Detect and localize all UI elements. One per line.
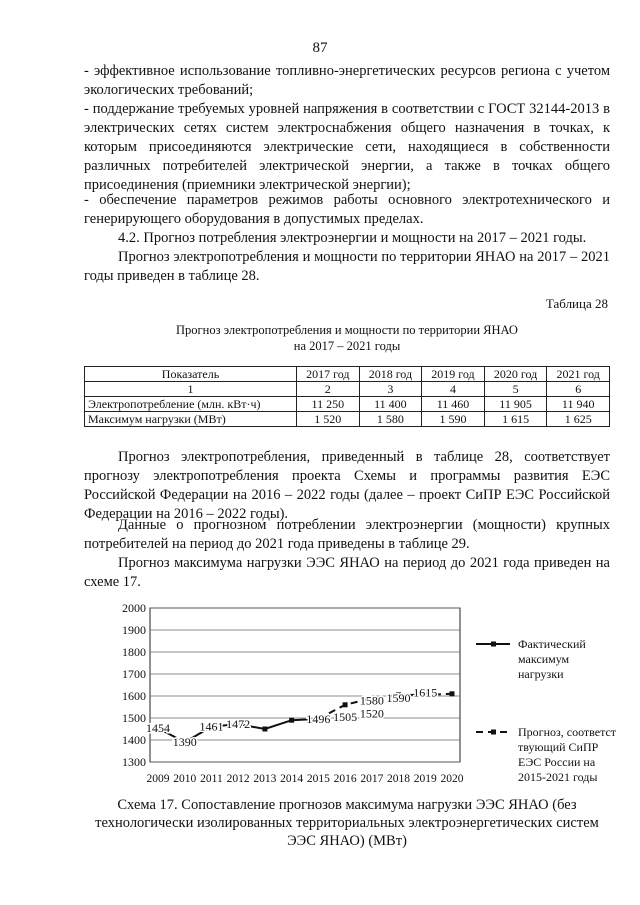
bullet-paragraph: - обеспечение параметров режимов работы основного электротехнического и генерирующего оборудования в допустимых пределах. [84, 192, 610, 227]
y-tick-label: 1600 [122, 689, 146, 703]
intro-paragraph: Прогноз электропотребления и мощности по территории ЯНАО на 2017 – 2021 годы приведен в таблице 28. [84, 249, 610, 284]
table-cell: 1 615 [484, 412, 547, 427]
legend-label: ЕЭС России на [518, 755, 596, 769]
chart-y-axis [122, 601, 146, 769]
y-tick-label: 2000 [122, 601, 146, 615]
table-row [85, 397, 610, 412]
table-header-cell: 2019 год [422, 367, 485, 382]
table-cell: 1 520 [297, 412, 360, 427]
series-marker [262, 727, 267, 732]
y-tick-label: 1700 [122, 667, 146, 681]
load-forecast-chart [110, 596, 620, 790]
table-header-cell: 2017 год [297, 367, 360, 382]
table-cell: 11 940 [547, 397, 610, 412]
x-tick-label: 2009 [146, 773, 170, 785]
table-cell: 4 [422, 382, 485, 397]
data-label: 1461 [199, 719, 224, 734]
series-marker [343, 702, 348, 707]
bullet-paragraph: - эффективное использование топливно-энергетических ресурсов региона с учетом экологических требований; [84, 63, 610, 98]
table-cell: 11 250 [297, 397, 360, 412]
paragraph: Прогноз максимума нагрузки ЭЭС ЯНАО на период до 2021 года приведен на схеме 17. [84, 555, 610, 590]
section-heading: 4.2. Прогноз потребления электроэнергии и мощности на 2017 – 2021 годы. [118, 230, 587, 246]
table-cell: 1 580 [359, 412, 422, 427]
data-label: 1390 [172, 735, 197, 750]
table-cell: 1 625 [547, 412, 610, 427]
data-label: 1615 [413, 685, 438, 700]
x-tick-label: 2012 [226, 773, 250, 785]
x-tick-label: 2016 [333, 773, 357, 785]
table-cell: Максимум нагрузки (МВт) [85, 412, 297, 427]
x-tick-label: 2011 [200, 773, 223, 785]
series-marker [450, 691, 455, 696]
chart-x-axis [147, 773, 464, 785]
table-caption [84, 322, 610, 354]
data-label: 1580 [359, 693, 384, 708]
legend-marker [491, 642, 496, 647]
table-header-cell: 2021 год [547, 367, 610, 382]
legend-marker [491, 730, 496, 735]
table-header-cell: 2018 год [359, 367, 422, 382]
y-tick-label: 1400 [122, 733, 146, 747]
table-cell: 11 460 [422, 397, 485, 412]
data-label: 1505 [333, 709, 358, 724]
table-cell: 6 [547, 382, 610, 397]
bullet-paragraph: - поддержание требуемых уровней напряжения в соответствии с ГОСТ 32144-2013 в электрических сетях систем электроснабжения общего назначения в точках, к которым присоединяются электрические сети, находящиеся в собственности различных потребителей электрической энергии, а также в точках общего присоединения (приемники электрической энергии); [84, 101, 610, 193]
table-cell: 3 [359, 382, 422, 397]
x-tick-label: 2018 [387, 773, 411, 785]
table-header-row [85, 367, 610, 382]
paragraph: Данные о прогнозном потреблении электроэнергии (мощности) крупных потребителей на период до 2021 года приведены в таблице 29. [84, 517, 610, 552]
table-cell: 1 [85, 382, 297, 397]
table-row [85, 412, 610, 427]
legend-label: максимум [518, 652, 570, 666]
table-cell: 1 590 [422, 412, 485, 427]
table-cell: 2 [297, 382, 360, 397]
table-header-cell: Показатель [85, 367, 297, 382]
x-tick-label: 2014 [280, 773, 304, 785]
chart-legend [476, 637, 617, 784]
x-tick-label: 2015 [306, 773, 330, 785]
legend-label: Прогноз, соответст [518, 725, 617, 739]
legend-label: нагрузки [518, 667, 564, 681]
series-marker [289, 718, 294, 723]
paragraph: Прогноз электропотребления, приведенный в таблице 28, соответствует прогнозу электропотребления проекта Схемы и программы развития ЕЭС Российской Федерации на 2016 – 2022 годы (далее – проект СиПР ЕЭС Российской Федерации на 2016 – 2022 годы). [84, 449, 610, 522]
figure-caption: Схема 17. Сопоставление прогнозов максимума нагрузки ЭЭС ЯНАО (без технологически изолированных территориальных электроэнергетических систем ЭЭС ЯНАО) (МВт) [95, 797, 599, 849]
y-tick-label: 1500 [122, 711, 146, 725]
data-label: 1496 [306, 711, 331, 726]
forecast-table [84, 366, 610, 427]
legend-label: Фактический [518, 637, 586, 651]
x-tick-label: 2017 [360, 773, 384, 785]
x-tick-label: 2020 [440, 773, 464, 785]
y-tick-label: 1300 [122, 755, 146, 769]
data-label: 1454 [146, 721, 170, 736]
x-tick-label: 2019 [413, 773, 437, 785]
data-label: 1590 [386, 691, 411, 706]
x-tick-label: 2010 [173, 773, 197, 785]
table-header-cell: 2020 год [484, 367, 547, 382]
x-tick-label: 2013 [253, 773, 277, 785]
table-caption-line: на 2017 – 2021 годы [293, 339, 401, 353]
table-index-row [85, 382, 610, 397]
table-cell: Электропотребление (млн. кВт·ч) [85, 397, 297, 412]
table-cell: 5 [484, 382, 547, 397]
page-number: 87 [312, 40, 328, 56]
y-tick-label: 1800 [122, 645, 146, 659]
y-tick-label: 1900 [122, 623, 146, 637]
table-cell: 11 400 [359, 397, 422, 412]
table-cell: 11 905 [484, 397, 547, 412]
table-caption-line: Прогноз электропотребления и мощности по территории ЯНАО [176, 323, 518, 337]
legend-label: твующий СиПР [518, 740, 599, 754]
legend-label: 2015-2021 годы [518, 770, 598, 784]
data-label: 1520 [359, 706, 384, 721]
table-label: Таблица 28 [545, 296, 608, 311]
data-label: 1472 [226, 717, 251, 732]
